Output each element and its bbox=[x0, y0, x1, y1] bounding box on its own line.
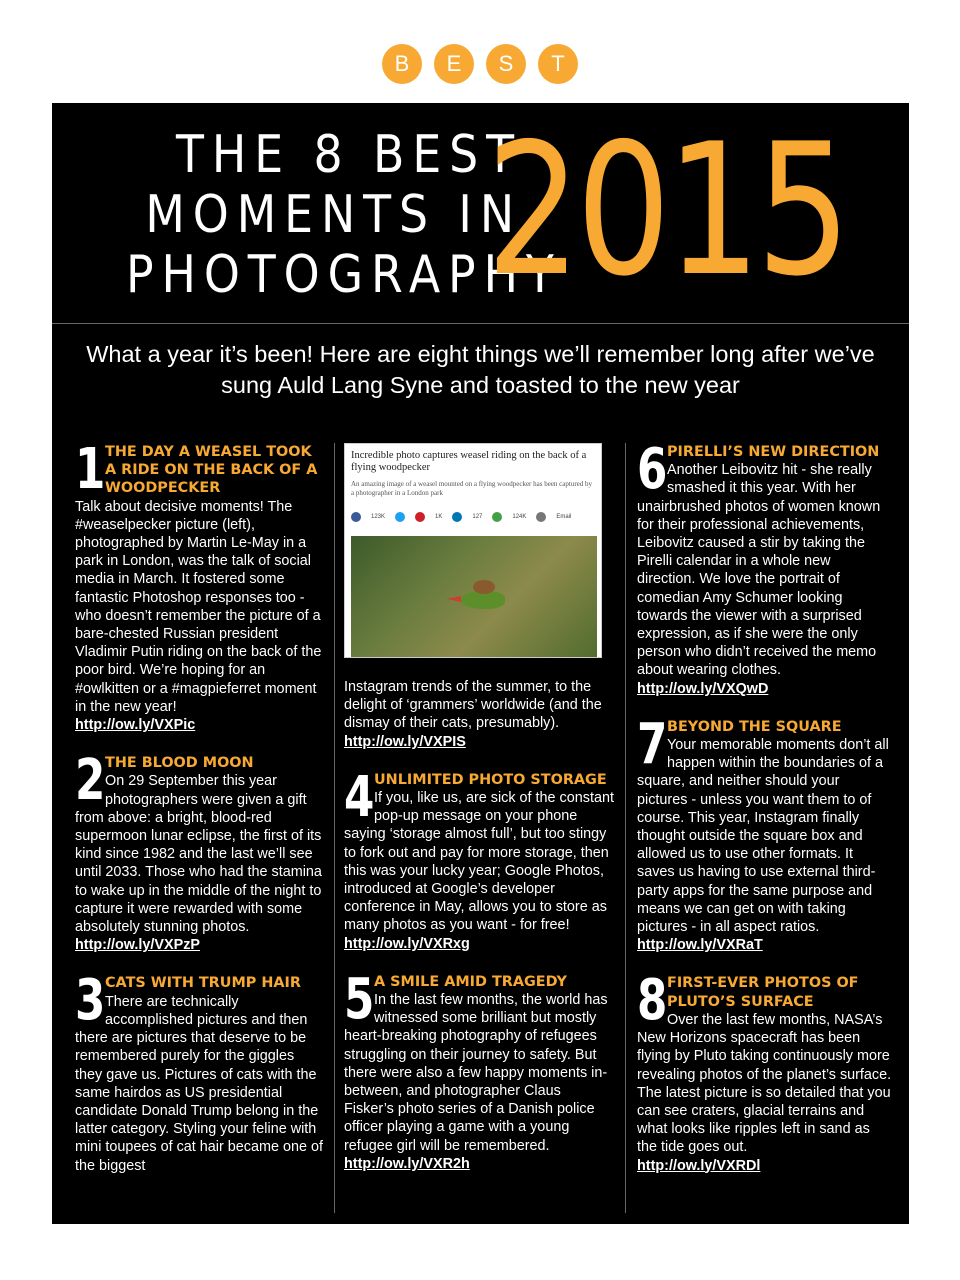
intro-text: What a year it’s been! Here are eight things we’ll remember long after we’ve sung Auld Lang Syne and toasted to the new year bbox=[86, 341, 875, 398]
section-link[interactable]: http://ow.ly/VXR2h bbox=[344, 1155, 470, 1172]
section-heading: FIRST-EVER PHOTOS OF PLUTO’S SURFACE bbox=[667, 975, 859, 1010]
best-letter-t: T bbox=[538, 44, 578, 84]
section-number: 7 bbox=[637, 711, 668, 777]
woodpecker-head-shape bbox=[447, 596, 461, 602]
section-link[interactable]: http://ow.ly/VXRaT bbox=[637, 937, 763, 954]
section-3 bbox=[75, 968, 325, 1174]
section-link[interactable]: http://ow.ly/VXPzP bbox=[75, 937, 200, 954]
facebook-icon bbox=[351, 512, 361, 522]
section-number: 5 bbox=[344, 966, 375, 1032]
section-link[interactable]: http://ow.ly/VXRDl bbox=[637, 1157, 761, 1174]
linkedin-icon bbox=[452, 512, 462, 522]
share-count-linkedin: 127 bbox=[472, 514, 483, 520]
section-number: 6 bbox=[637, 437, 668, 502]
hero-year: 2015 bbox=[486, 104, 847, 316]
pinterest-icon bbox=[415, 512, 425, 522]
hero-title-line-3: PHOTOGRAPHY bbox=[126, 245, 562, 305]
header-divider bbox=[52, 323, 909, 324]
share-count-total: 124K bbox=[512, 514, 527, 520]
section-5 bbox=[344, 966, 614, 1173]
section-heading: THE BLOOD MOON bbox=[105, 755, 254, 772]
section-number: 1 bbox=[75, 437, 106, 502]
article-panel bbox=[52, 103, 909, 1224]
section-heading: CATS WITH TRUMP HAIR bbox=[105, 975, 301, 992]
hero-title-line-2: MOMENTS IN bbox=[145, 185, 522, 245]
column-divider-2 bbox=[625, 443, 626, 1213]
share-email-label: Email bbox=[556, 514, 572, 520]
section-8 bbox=[637, 968, 892, 1174]
section-heading: THE DAY A WEASEL TOOK A RIDE ON THE BACK OF A WOODPECKER bbox=[105, 444, 318, 497]
section-7 bbox=[637, 711, 892, 955]
section-6 bbox=[637, 437, 892, 698]
section-body: Another Leibovitz hit - she really smashed it this year. With her unairbrushed photos of women known for their professional achievements, Leibovitz caused a stir by taking the Pirelli calendar in a whole new direction. We love the portrait of comedian Amy Schumer looking towards the viewer with a surprised expression, as if she were the only person who didn’t received the memo about wearing clothes. bbox=[637, 462, 881, 679]
twitter-icon bbox=[395, 512, 405, 522]
section-link[interactable]: http://ow.ly/VXRxg bbox=[344, 935, 470, 952]
column-divider-1 bbox=[334, 443, 335, 1213]
best-letter-e: E bbox=[434, 44, 474, 84]
section-number: 8 bbox=[637, 968, 668, 1034]
section-body: Your memorable moments don’t all happen within the boundaries of a square, and neither should your pictures - unless you want them to of course. This year, Instagram finally thought outside the square box and allowed us to use other formats. It saves us having to use external third-party apps for the same purpose and means we can get on with taking pictures - in all aspect ratios. bbox=[637, 737, 889, 936]
section-number: 2 bbox=[75, 748, 106, 814]
email-icon bbox=[536, 512, 546, 522]
section-heading: A SMILE AMID TRAGEDY bbox=[374, 973, 567, 990]
section-heading: UNLIMITED PHOTO STORAGE bbox=[374, 771, 607, 788]
section-heading: BEYOND THE SQUARE bbox=[667, 718, 842, 735]
screenshot-subtitle: An amazing image of a weasel mounted on a flying woodpecker has been captured by a photographer in a London park bbox=[351, 480, 593, 497]
section-heading: PIRELLI’S NEW DIRECTION bbox=[667, 444, 880, 460]
section-1 bbox=[75, 437, 325, 734]
weasel-woodpecker-photo bbox=[351, 536, 597, 658]
section-number: 4 bbox=[344, 764, 375, 830]
section-body-continued: Instagram trends of the summer, to the delight of ‘grammers’ worldwide (and the dismay of their cats, presumably). bbox=[344, 679, 602, 732]
share-count-pinterest: 1K bbox=[435, 514, 443, 520]
hero-title-line-1: THE 8 BEST bbox=[176, 125, 522, 185]
hero-title bbox=[126, 125, 562, 305]
screenshot-title: Incredible photo captures weasel riding on the back of a flying woodpecker bbox=[351, 450, 587, 473]
section-4 bbox=[344, 764, 614, 953]
share-bar bbox=[351, 508, 595, 526]
section-body: If you, like us, are sick of the constant pop-up message on your phone saying ‘storage almost full’, but too stingy to fork out and pay for more storage, then this was your lucky year; Google Photos, introduced at Google’s developer conference in May, allows you to store as many photos as you want - for free! bbox=[344, 790, 614, 934]
share-count-facebook: 123K bbox=[371, 514, 386, 520]
section-body: Talk about decisive moments! The #weaselpecker picture (left), photographed by Martin Le-May in a park in London, was the talk of social media in March. It fostered some fantastic Photoshop responses too - who doesn’t remember the picture of a bare-chested Russian president Vladimir Putin riding on the back of the poor bird. We’re hoping for an #owlkitten or a #magpieferret moment in the new year! bbox=[75, 498, 322, 715]
weasel-article-screenshot bbox=[344, 443, 602, 658]
best-letter-b: B bbox=[382, 44, 422, 84]
section-3-continued bbox=[344, 678, 614, 751]
column-1 bbox=[75, 437, 325, 1195]
column-2 bbox=[344, 443, 614, 1193]
share-icon bbox=[492, 512, 502, 522]
section-body: There are technically accomplished pictures and then there are pictures that deserve to be remembered purely for the giggles they gave us. Pictures of cats with the same hairdos as US presidential candidate Donald Trump belong in the latter category. Styling your feline with mini toupees of cat hair became one of the biggest bbox=[75, 993, 323, 1174]
section-2 bbox=[75, 748, 325, 954]
section-body: On 29 September this year photographers were given a gift from above: a bright, blood-red supermoon lunar eclipse, the first of its kind since 1982 and the last we’ll see until 2033. Those who had the stamina to wake up in the middle of the night to capture it were rewarded with some absolutely stunning photos. bbox=[75, 773, 322, 936]
section-number: 3 bbox=[75, 968, 106, 1034]
section-body: In the last few months, the world has witnessed some brilliant but mostly heart-breaking photography of refugees struggling on their journey to safety. But there were also a few happy moments in-between, and photographer Claus Fisker’s photo series of a Danish police officer playing a game with a young refugee girl will be remembered. bbox=[344, 992, 608, 1154]
column-3 bbox=[637, 437, 892, 1195]
best-badge-row bbox=[0, 44, 960, 84]
section-link[interactable]: http://ow.ly/VXPic bbox=[75, 717, 196, 734]
section-link[interactable]: http://ow.ly/VXPIS bbox=[344, 733, 466, 750]
section-body: Over the last few months, NASA’s New Horizons spacecraft has been flying by Pluto taking continuously more revealing photos of the planet’s surface. The latest picture is so detailed that you can see craters, glacial terrains and what looks like ripples left in sand as the tide goes out. bbox=[637, 1011, 892, 1156]
section-link[interactable]: http://ow.ly/VXQwD bbox=[637, 680, 769, 697]
best-letter-s: S bbox=[486, 44, 526, 84]
